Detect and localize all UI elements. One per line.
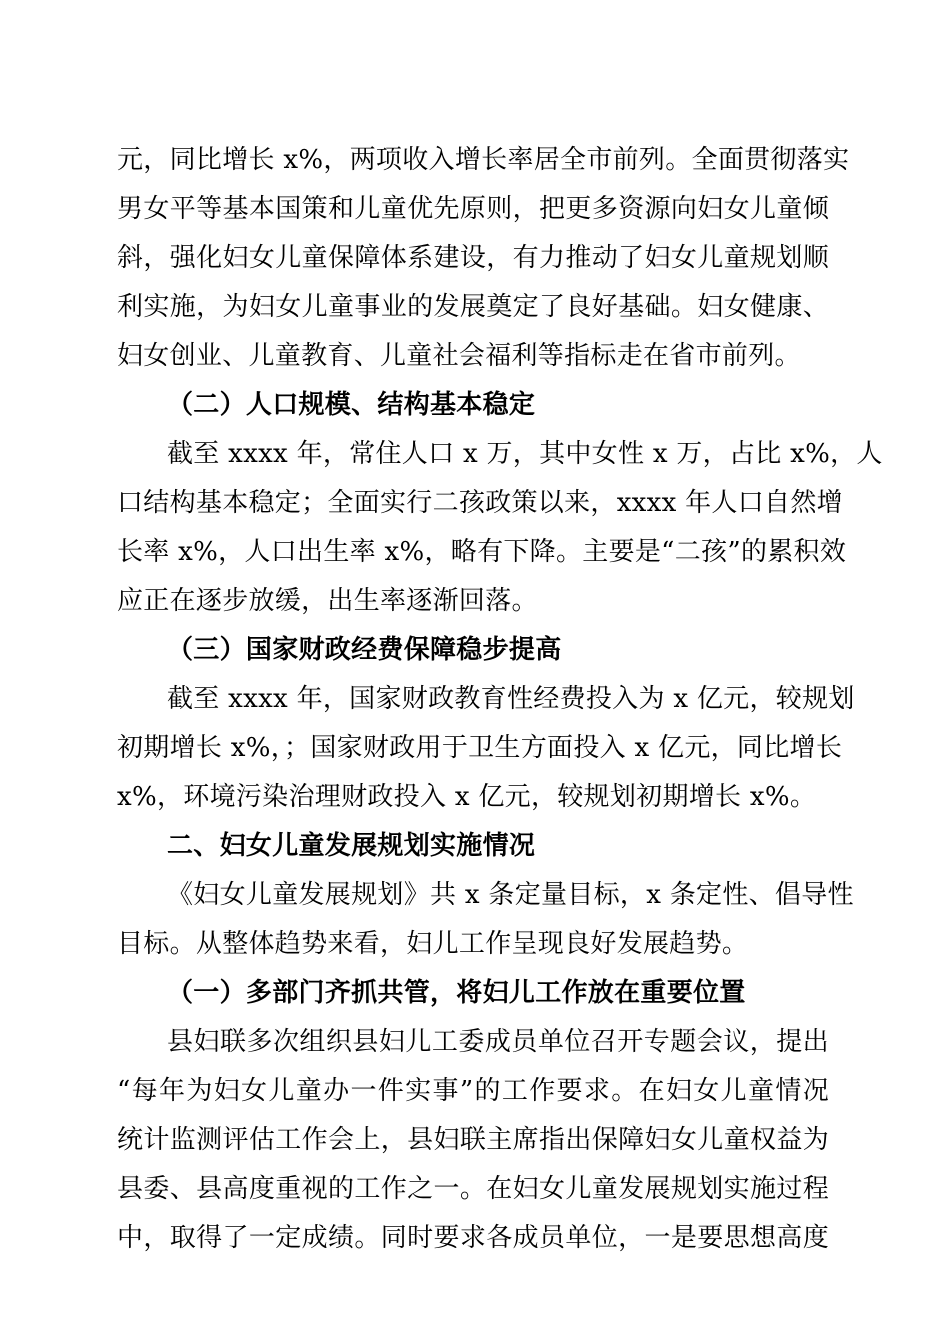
- paragraph-line: 男女平等基本国策和儿童优先原则，把更多资源向妇女儿童倾: [117, 194, 829, 224]
- paragraph-line: 中，取得了一定成绩。同时要求各成员单位，一是要思想高度: [117, 1223, 829, 1253]
- paragraph-line: 斜，强化妇女儿童保障体系建设，有力推动了妇女儿童规划顺: [117, 243, 829, 273]
- paragraph-line: x%，环境污染治理财政投入 x 亿元，较规划初期增长 x%。: [117, 782, 817, 812]
- paragraph-line: 口结构基本稳定；全面实行二孩政策以来，xxxx 年人口自然增: [117, 488, 843, 518]
- paragraph-line: 统计监测评估工作会上，县妇联主席指出保障妇女儿童权益为: [117, 1125, 829, 1155]
- chapter-heading-2: 二、妇女儿童发展规划实施情况: [167, 831, 536, 861]
- paragraph-line: 初期增长 x%，；国家财政用于卫生方面投入 x 亿元，同比增长: [117, 733, 843, 763]
- paragraph-line: 截至 xxxx 年，国家财政教育性经费投入为 x 亿元，较规划: [167, 684, 855, 714]
- section-heading-2: （二）人口规模、结构基本稳定: [167, 390, 536, 420]
- paragraph-line: 《妇女儿童发展规划》共 x 条定量目标，x 条定性、倡导性: [167, 880, 854, 910]
- paragraph-line: 目标。从整体趋势来看，妇儿工作呈现良好发展趋势。: [117, 929, 749, 959]
- paragraph-line: “每年为妇女儿童办一件实事”的工作要求。在妇女儿童情况: [117, 1076, 829, 1106]
- section-heading-1: （一）多部门齐抓共管，将妇儿工作放在重要位置: [167, 978, 746, 1008]
- paragraph-line: 元，同比增长 x%，两项收入增长率居全市前列。全面贯彻落实: [117, 145, 850, 175]
- paragraph-line: 利实施，为妇女儿童事业的发展奠定了良好基础。妇女健康、: [117, 292, 829, 322]
- section-heading-3: （三）国家财政经费保障稳步提高: [167, 635, 562, 665]
- paragraph-line: 截至 xxxx 年，常住人口 x 万，其中女性 x 万，占比 x%，人: [167, 439, 883, 469]
- paragraph-line: 妇女创业、儿童教育、儿童社会福利等指标走在省市前列。: [117, 341, 801, 371]
- paragraph-line: 长率 x%，人口出生率 x%，略有下降。主要是“二孩”的累积效: [117, 537, 847, 567]
- paragraph-line: 应正在逐步放缓，出生率逐渐回落。: [117, 586, 538, 616]
- paragraph-line: 县委、县高度重视的工作之一。在妇女儿童发展规划实施过程: [117, 1174, 829, 1204]
- paragraph-line: 县妇联多次组织县妇儿工委成员单位召开专题会议，提出: [167, 1027, 829, 1057]
